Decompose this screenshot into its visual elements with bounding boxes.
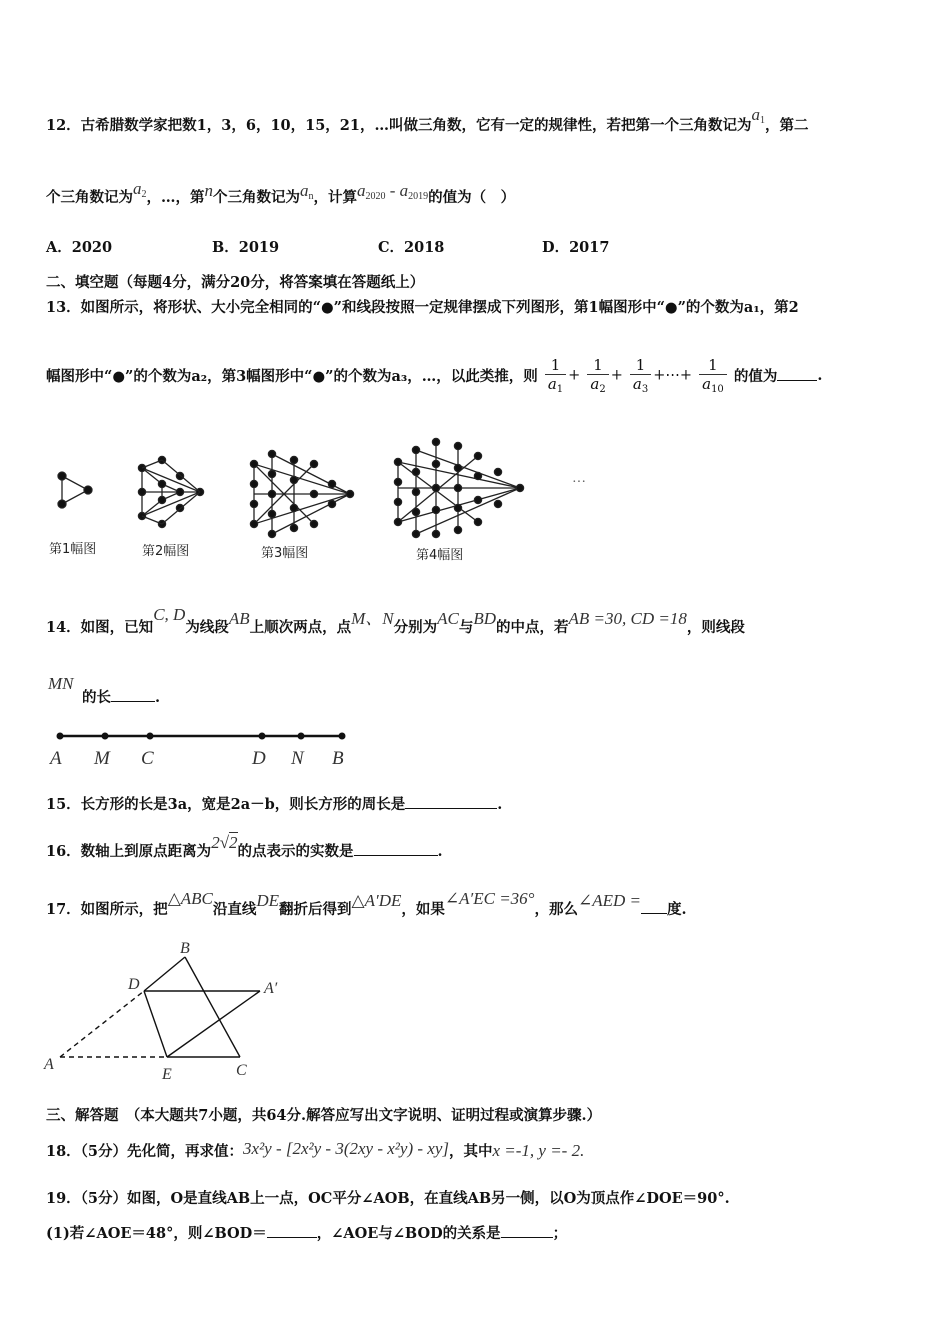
q16: 16．数轴上到原点距离为2√2的点表示的实数是 . <box>46 833 443 860</box>
q14-line1: 14．如图，已知C, D为线段AB上顺次两点，点M、N分别为AC与BD的中点，若AB =30, CD =18，则线段 <box>46 605 745 636</box>
option-d: D．2017 <box>542 239 610 256</box>
q12-line1: 12．古希腊数学家把数1，3，6，10，15，21，…叫做三角数，它有一定的规律性，若把第一个三角数记为$a_1$，第二 <box>46 105 809 134</box>
svg-text:A: A <box>44 1056 54 1073</box>
section2-heading: 二、填空题（每题4分，满分20分，将答案填在答题纸上） <box>46 274 425 291</box>
svg-text:E: E <box>162 1066 172 1083</box>
caption-fig2: 第2幅图 <box>142 544 190 559</box>
fold-triangle-figure <box>40 935 290 1085</box>
option-a: A．2020 <box>46 239 113 256</box>
option-b: B．2019 <box>212 239 280 256</box>
fraction-4: $\frac{1}{a_{10}}$ <box>699 356 727 395</box>
svg-text:B: B <box>332 748 344 769</box>
a1-symbol: a <box>751 105 760 124</box>
svg-text:C: C <box>236 1062 247 1079</box>
fraction-2: $\frac{1}{a_2}$ <box>587 356 608 395</box>
fraction-1: $\frac{1}{a_1}$ <box>545 356 566 395</box>
svg-text:A′: A′ <box>264 980 278 997</box>
q19-line1: 19．（5分）如图，O是直线AB上一点，OC平分∠AOB，在直线AB另一侧，以O为顶点作∠DOE＝90°. <box>46 1190 730 1207</box>
svg-text:C: C <box>141 748 154 769</box>
q14-line2: MN 的长 . <box>48 674 161 706</box>
q13-line2: 幅图形中“●”的个数为a₂，第3幅图形中“●”的个数为a₃，…，以此类推，则 $\frac{1}{a_1}$ + $\frac{1}{a_2}$ + $\frac{1}{a_3}$ +⋯+ $\frac{1}{a_{10}}$ 的值为 . <box>46 356 823 395</box>
caption-fig1: 第1幅图 <box>49 542 97 557</box>
caption-fig3: 第3幅图 <box>261 546 309 561</box>
figures-ellipsis: ··· <box>572 475 586 490</box>
fraction-3: $\frac{1}{a_3}$ <box>630 356 651 395</box>
q17: 17．如图所示，把△ABC沿直线DE翻折后得到△A′DE，如果∠A′EC =36°，那么∠AED = 度. <box>46 889 687 918</box>
svg-text:M: M <box>94 748 110 769</box>
q19-line2: (1)若∠AOE＝48°，则∠BOD＝ ，∠AOE与∠BOD的关系是 ； <box>46 1225 568 1242</box>
svg-text:D: D <box>252 748 266 769</box>
svg-text:A: A <box>50 748 62 769</box>
svg-text:D: D <box>128 976 140 993</box>
triangle-dot-figures <box>40 430 600 540</box>
svg-text:B: B <box>180 940 190 957</box>
svg-text:N: N <box>291 748 304 769</box>
q15: 15．长方形的长是3a，宽是2a－b，则长方形的周长是 . <box>46 796 503 813</box>
segment-figure <box>44 728 364 772</box>
q12-line2: 个三角数记为$a_2$，…，第n个三角数记为$a_n$，计算$a_{2020} - a_{2019}$的值为（ ） <box>46 179 516 206</box>
q13-line1: 13．如图所示，将形状、大小完全相同的“●”和线段按照一定规律摆成下列图形，第1幅图形中“●”的个数为a₁，第2 <box>46 299 799 316</box>
caption-fig4: 第4幅图 <box>416 548 464 563</box>
q18: 18．（5分）先化简，再求值：3x²y - [2x²y - 3(2xy - x²y) - xy]，其中x =-1, y =- 2. <box>46 1139 585 1160</box>
option-c: C．2018 <box>378 239 445 256</box>
section3-heading: 三、解答题 （本大题共7小题，共64分.解答应写出文字说明、证明过程或演算步骤.） <box>46 1107 602 1124</box>
